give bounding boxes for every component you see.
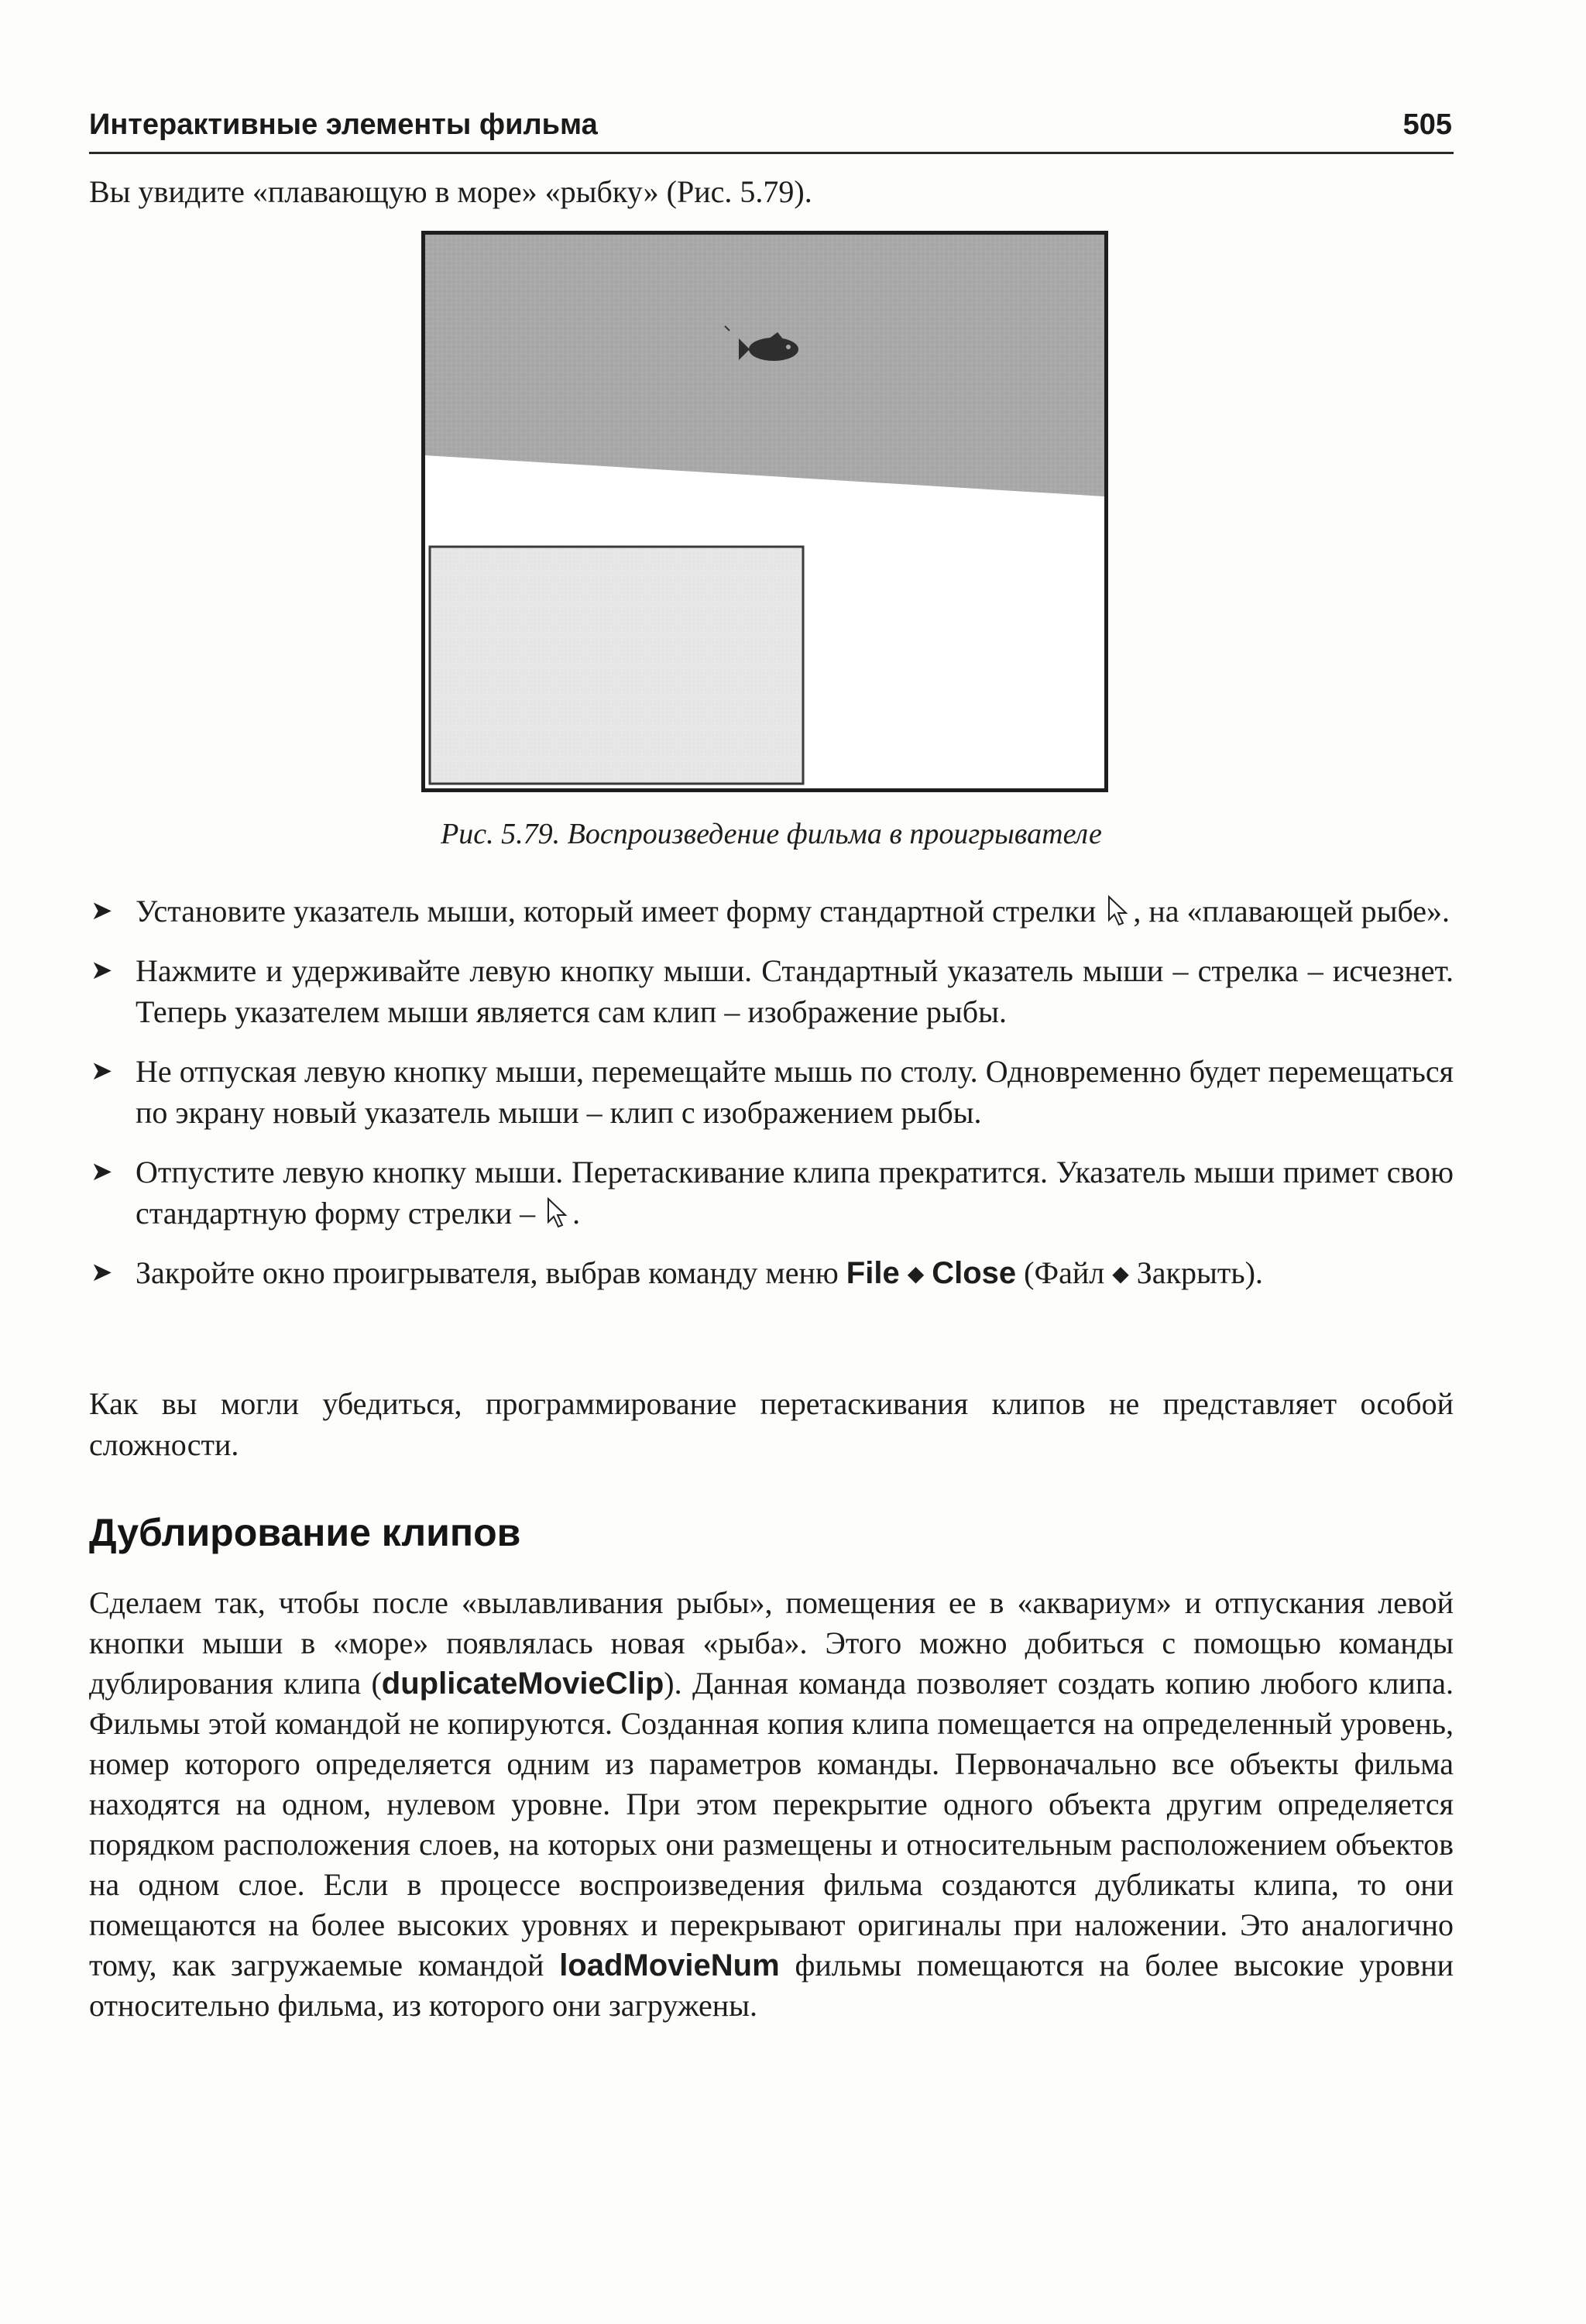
diamond-separator-icon: ◆ — [1112, 1262, 1129, 1286]
arrow-bullet-icon: ➤ — [91, 1258, 113, 1287]
list-item-text: Закройте окно проигрывателя, выбрав команду меню — [136, 1255, 839, 1290]
list-item-text-ru-close: Закрыть). — [1136, 1255, 1263, 1290]
menu-item-close: Close — [932, 1256, 1017, 1290]
arrow-bullet-icon: ➤ — [91, 956, 113, 985]
list-item-text: Нажмите и удерживайте левую кнопку мыши. Стандартный указатель мыши – стрелка – исчезнет. Теперь указателем мыши является сам клип – изображение рыбы. — [136, 953, 1454, 1029]
arrow-bullet-icon: ➤ — [91, 1057, 113, 1086]
list-item — [89, 950, 1454, 1032]
page-number: 505 — [1402, 108, 1452, 141]
list-item-text: Установите указатель мыши, который имеет форму стандартной стрелки — [136, 894, 1097, 929]
running-title: Интерактивные элементы фильма — [89, 108, 598, 141]
list-item-text: Отпустите левую кнопку мыши. Перетаскивание клипа прекратится. Указатель мыши примет свою стандартную форму стрелки – — [136, 1155, 1454, 1231]
list-item — [89, 891, 1454, 932]
list-item-text-ru-file: (Файл — [1024, 1255, 1105, 1290]
paragraph-text: Сделаем так, чтобы после «вылавливания рыбы», помещения ее в «аквариум» и отпускания левой кнопки мыши в «море» появлялась новая «рыба». Этого можно добиться с помощью команды дублирования клипа ( — [89, 1585, 1454, 1701]
figure-player-window — [421, 231, 1108, 792]
figure-illustration — [425, 235, 1104, 788]
code-load-movie-num: loadMovieNum — [559, 1948, 780, 1982]
paragraph-text: фильмы помещаются на более высокие уровни относительно фильма, из которого они загружены. — [89, 1948, 1454, 2023]
list-item — [89, 1252, 1454, 1295]
arrow-cursor-icon — [546, 1197, 569, 1230]
sea-area — [425, 235, 1104, 496]
code-duplicate-movie-clip: duplicateMovieClip — [381, 1667, 664, 1701]
running-header — [89, 105, 1454, 154]
summary-paragraph: Как вы могли убедиться, программирование перетаскивания клипов не представляет особой сложности. — [89, 1386, 1454, 1462]
list-item-text-tail: . — [572, 1196, 581, 1231]
diamond-separator-icon: ◆ — [907, 1262, 925, 1286]
list-item — [89, 1152, 1454, 1234]
paragraph-text: ). Данная команда позволяет создать копию любого клипа. Фильмы этой командой не копируются. Созданная копия клипа помещается на определенный уровень, номер которого определяется одним из параметров команды. Первоначально все объекты фильма находятся на одном, нулевом уровне. При этом перекрытие одного объекта другим определяется порядком расположения слоев, на которых они размещены и относительным расположением объектов на одном слое. Если в процессе воспроизведения фильма создаются дубликаты клипа, то они помещаются на более высоких уровнях и перекрывают оригиналы при наложении. Это аналогично тому, как загружаемые командой — [89, 1666, 1454, 1982]
arrow-bullet-icon: ➤ — [91, 1158, 113, 1186]
figure-caption: Рис. 5.79. Воспроизведение фильма в проигрывателе — [441, 818, 1102, 850]
list-item-text-tail: , на «плавающей рыбе». — [1133, 894, 1450, 929]
section-heading: Дублирование клипов — [89, 1511, 521, 1554]
intro-paragraph: Вы увидите «плавающую в море» «рыбку» (Рис. 5.79). — [89, 174, 812, 209]
aquarium-area — [430, 547, 803, 784]
menu-item-file: File — [846, 1256, 900, 1290]
list-item-text: Не отпуская левую кнопку мыши, перемещайте мышь по столу. Одновременно будет перемещаться по экрану новый указатель мыши – клип с изображением рыбы. — [136, 1054, 1454, 1130]
section-paragraph — [89, 1583, 1454, 2026]
list-item — [89, 1051, 1454, 1133]
arrow-cursor-icon — [1107, 895, 1130, 928]
instruction-list — [89, 891, 1454, 1313]
arrow-bullet-icon: ➤ — [91, 897, 113, 925]
